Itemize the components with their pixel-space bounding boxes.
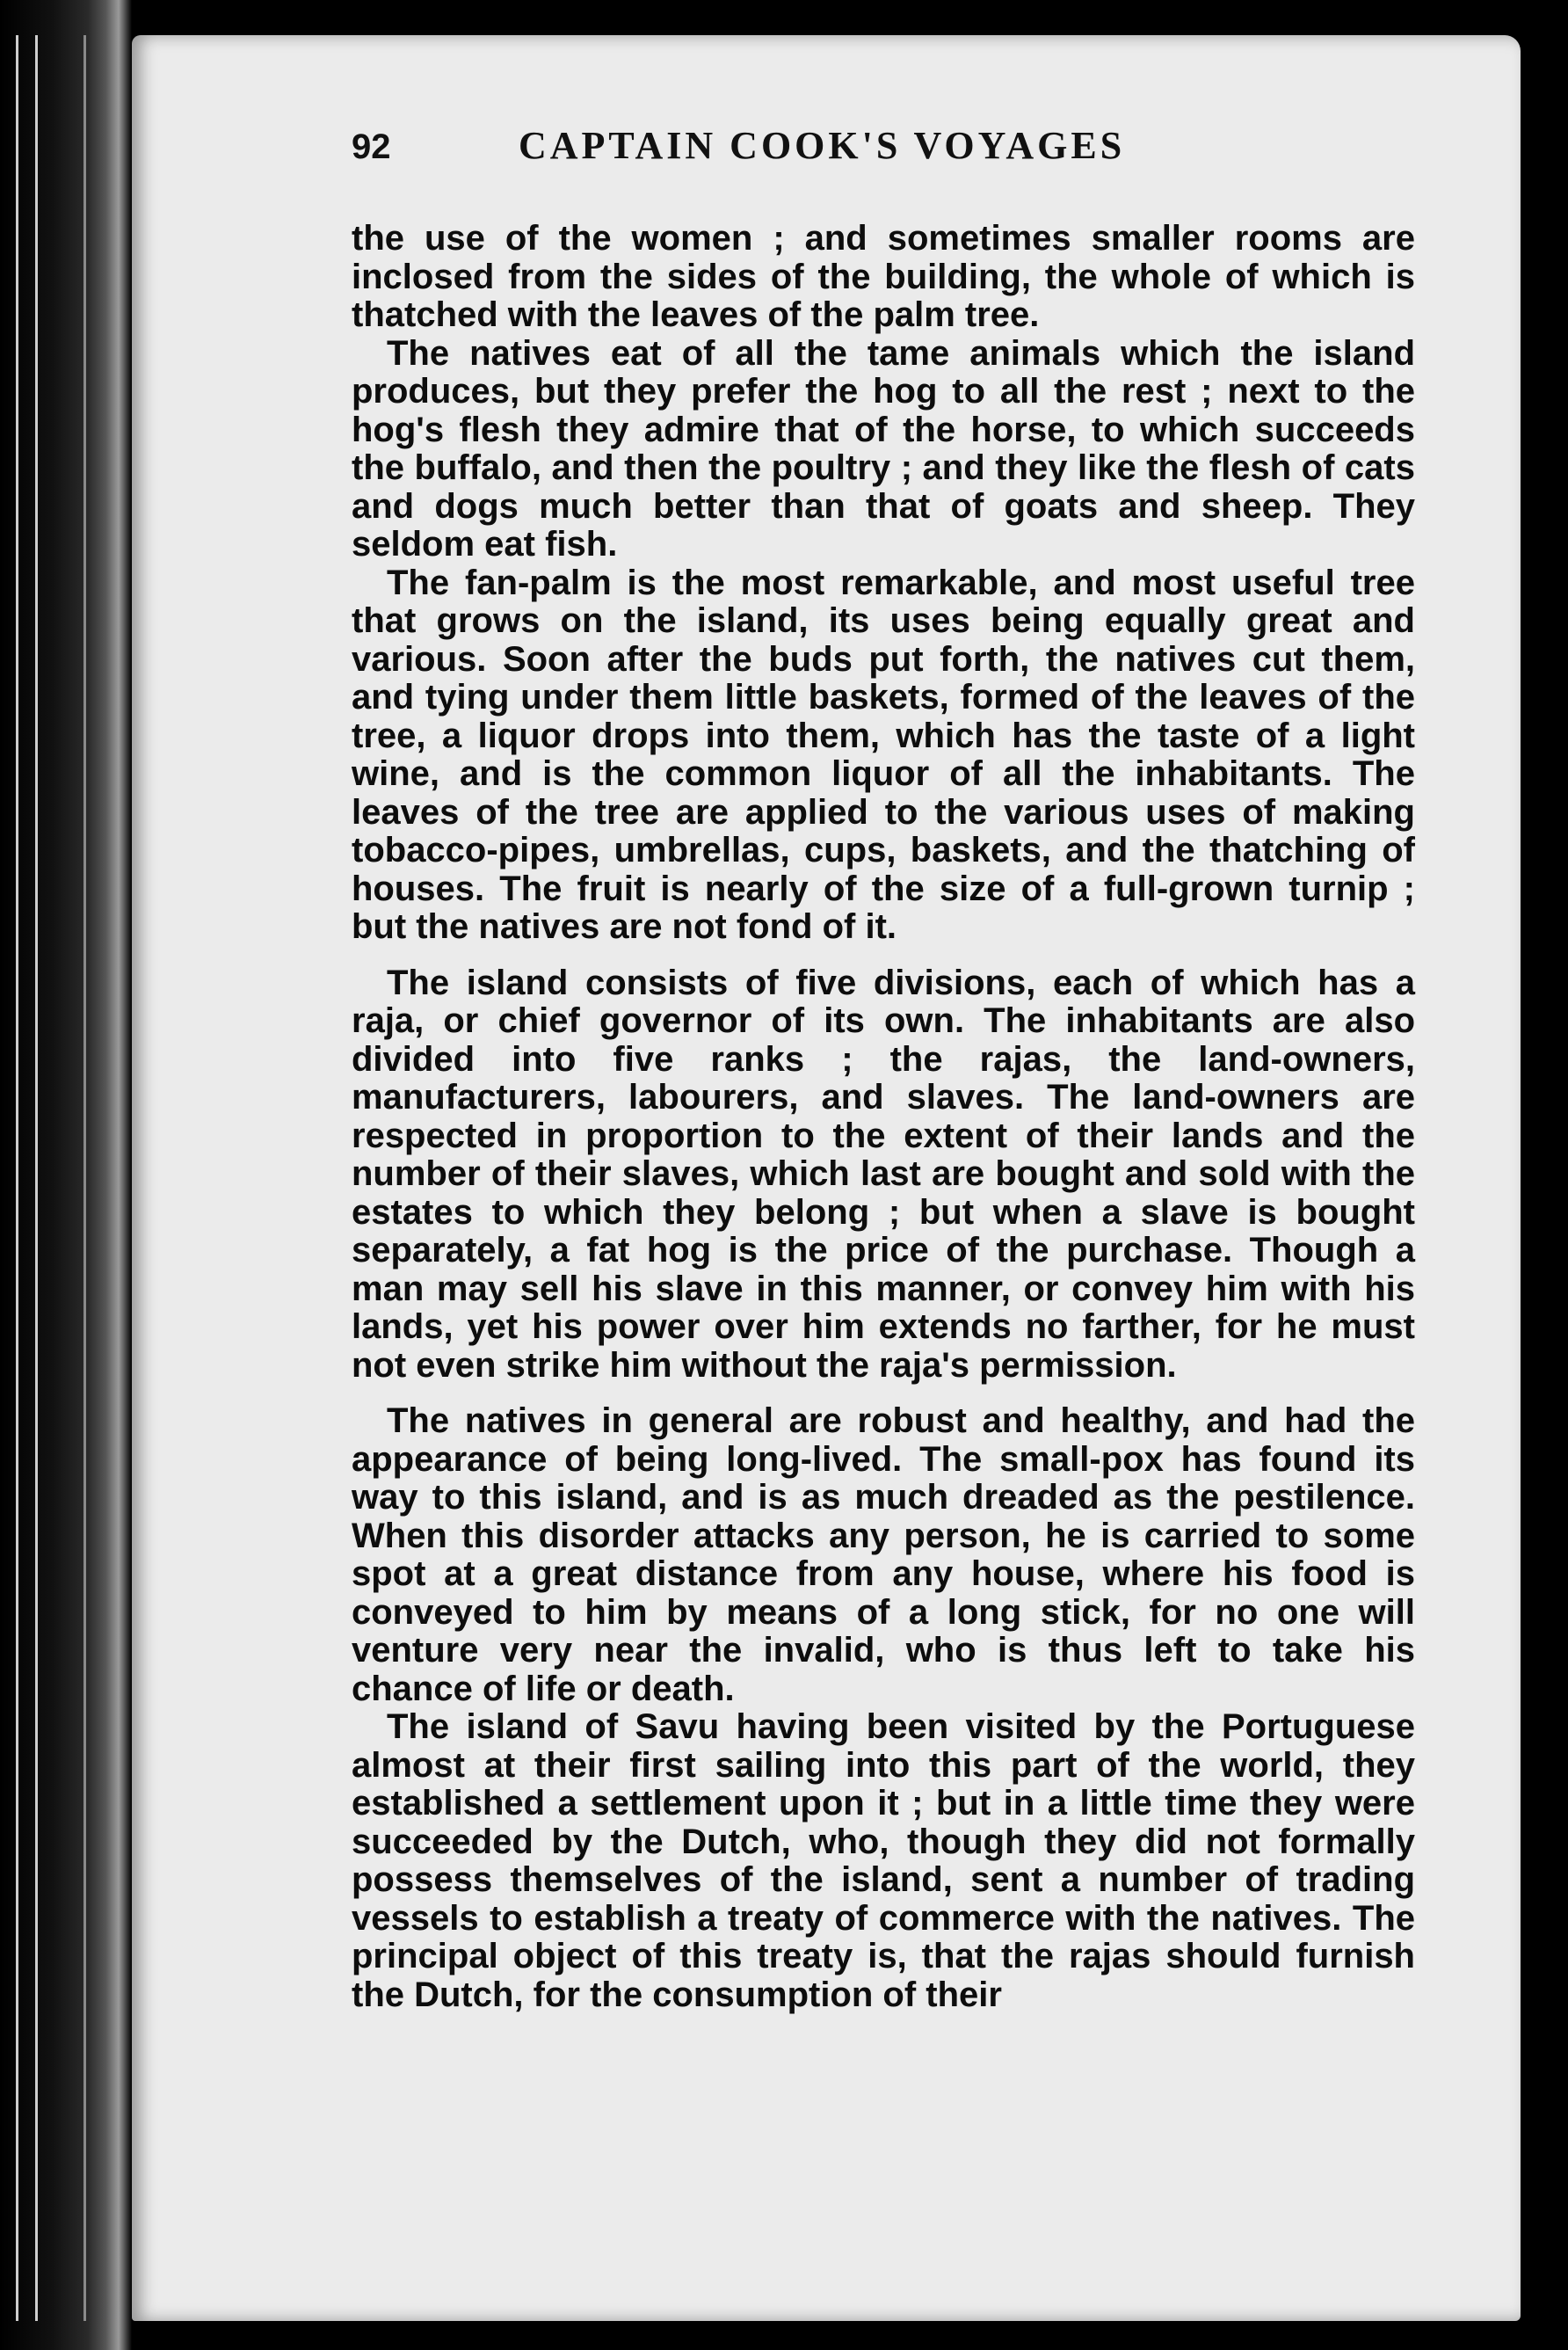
paragraph: The island consists of five divisions, each of which has a raja, or chief governor of its own. The inhabitants are also divided into five ranks ; the rajas, the land-owners, manufacturers, labourers, and slaves. The land-owners are respected in proportion to the extent of their lands and the number of their slaves, which last are bought and sold with the estates to which they belong ; but when a slave is bought separately, a fat hog is the price of the purchase. Though a man may sell his slave in this manner, or convey him with his lands, yet his power over him extends no farther, for he must not even strike him without the raja's permission. — [352, 963, 1415, 1385]
page-number: 92 — [352, 127, 391, 166]
page-header — [352, 123, 1415, 220]
book-spine — [0, 0, 132, 2350]
paragraph: The natives in general are robust and healthy, and had the appearance of being long-lived. The small-pox has found its way to this island, and is as much dreaded as the pestilence. When this disorder attacks any person, he is carried to some spot at a great distance from any house, where his food is conveyed to him by means of a long stick, for no one will venture very near the invalid, who is thus left to take his chance of life or death. — [352, 1401, 1415, 1708]
spine-edge-line — [16, 35, 18, 2321]
body-text — [352, 220, 1415, 2014]
paragraph: The natives eat of all the tame animals which the island produces, but they prefer the hog to all the rest ; next to the hog's flesh they admire that of the horse, to which succeeds the buffalo, and then the poultry ; and they like the flesh of cats and dogs much better than that of goats and sheep. They seldom eat fish. — [352, 333, 1415, 564]
running-title: CAPTAIN COOK'S VOYAGES — [519, 124, 1126, 167]
spine-edge-line — [35, 35, 38, 2321]
book-page — [132, 35, 1521, 2321]
paragraph: The fan-palm is the most remarkable, and most useful tree that grows on the island, its uses being equally great and various. Soon after the buds put forth, the natives cut them, and tying under them little baskets, formed of the leaves of the tree, a liquor drops into them, which has the taste of a light wine, and is the common liquor of all the inhabitants. The leaves of the tree are applied to the various uses of making tobacco-pipes, umbrellas, cups, baskets, and the thatching of houses. The fruit is nearly of the size of a full-grown turnip ; but the natives are not fond of it. — [352, 563, 1415, 946]
paragraph: The island of Savu having been visited by the Portuguese almost at their first sailing into this part of the world, they established a settlement upon it ; but in a little time they were succeeded by the Dutch, who, though they did not formally possess themselves of the island, sent a number of trading vessels to establish a treaty of commerce with the natives. The principal object of this treaty is, that the rajas should furnish the Dutch, for the consumption of their — [352, 1707, 1415, 2014]
page-content — [352, 123, 1415, 2014]
paragraph: the use of the women ; and sometimes smaller rooms are inclosed from the sides of the building, the whole of which is thatched with the leaves of the palm tree. — [352, 219, 1415, 334]
spine-edge-line — [83, 35, 86, 2321]
